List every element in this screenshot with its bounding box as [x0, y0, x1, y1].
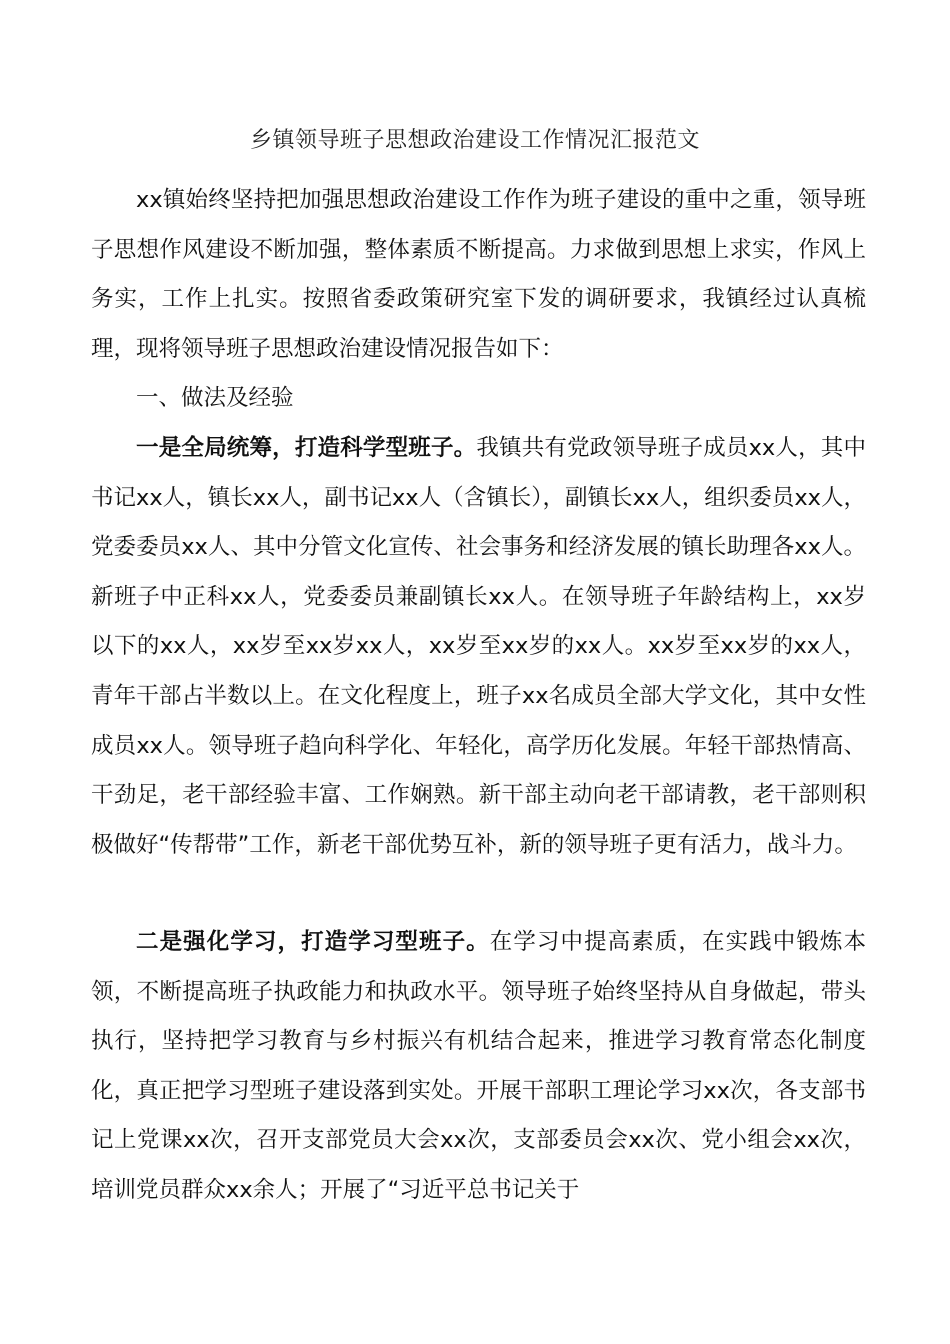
paragraph-two-body: 在学习中提高素质，在实践中锻炼本领，不断提高班子执政能力和执政水平。领导班子始终坚持从自身做起，带头执行，坚持把学习教育与乡村振兴有机结合起来，推进学习教育常态化制度化，真正把学习型班子建设落到实处。开展干部职工理论学习xx次，各支部书记上党课xx次，召开支部党员大会xx次，支部委员会xx次、党小组会xx次，培训党员群众xx余人；开展了“习近平总书记关于 — [91, 929, 866, 1203]
section-heading: 一、做法及经验 — [136, 385, 294, 411]
paragraph-one-body: 我镇共有党政领导班子成员xx人，其中书记xx人，镇长xx人，副书记xx人（含镇长），副镇长xx人，组织委员xx人，党委委员xx人、其中分管文化宣传、社会事务和经济发展的镇长助理各xx人。新班子中正科xx人，党委委员兼副镇长xx人。在领导班子年龄结构上，xx岁以下的xx人，xx岁至xx岁xx人，xx岁至xx岁的xx人。xx岁至xx岁的xx人，青年干部占半数以上。在文化程度上，班子xx名成员全部大学文化，其中女性成员xx人。领导班子趋向科学化、年轻化，高学历化发展。年轻干部热情高、干劲足，老干部经验丰富、工作娴熟。新干部主动向老干部请教，老干部则积极做好“传帮带”工作，新老干部优势互补，新的领导班子更有活力，战斗力。 — [91, 435, 866, 858]
paragraph-one — [91, 424, 866, 870]
paragraph-two-lead: 二是强化学习，打造学习型班子。 — [136, 929, 490, 955]
paragraph-two — [91, 918, 866, 1216]
intro-paragraph: xx镇始终坚持把加强思想政治建设工作作为班子建设的重中之重，领导班子思想作风建设不断加强，整体素质不断提高。力求做到思想上求实，作风上务实，工作上扎实。按照省委政策研究室下发的调研要求，我镇经过认真梳理，现将领导班子思想政治建设情况报告如下： — [91, 187, 866, 362]
document-title: 乡镇领导班子思想政治建设工作情况汇报范文 — [249, 128, 700, 153]
paragraph-one-lead: 一是全局统筹，打造科学型班子。 — [136, 435, 477, 461]
